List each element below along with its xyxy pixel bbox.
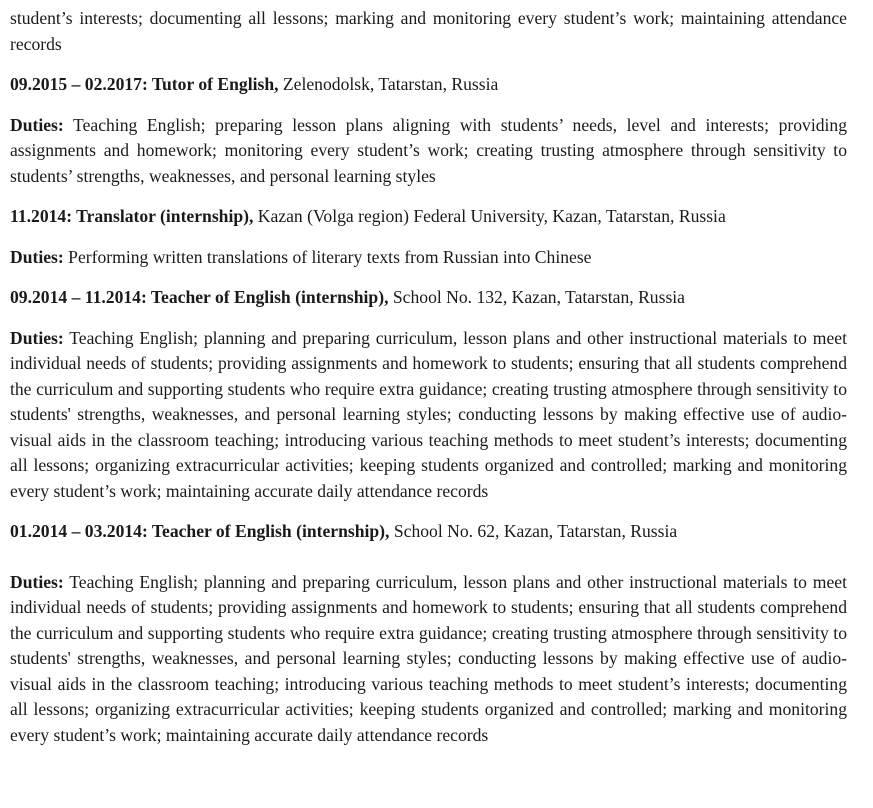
duties-continuation [10,6,847,57]
duties-label: Duties: [10,327,64,348]
duties-text: Teaching English; planning and preparing curriculum, lesson plans and other instructional materials to meet individual needs of students; providing assignments and homework to students; ensuring that all students comprehend the curriculum and supporting students who require extra guidance; creating trusting atmosphere through sensitivity to students' strengths, weaknesses, and personal learning styles; conducting lessons by making effective use of audio-visual aids in the classroom teaching; introducing various teaching methods to meet student’s interests; documenting all lessons; organizing extracurricular activities; keeping students organized and controlled; marking and monitoring every student’s work; maintaining accurate daily attendance records [10,571,847,745]
job-title: 01.2014 – 03.2014: Teacher of English (internship), [10,521,390,541]
duties-label: Duties: [10,246,64,267]
job-heading-tutor [10,72,847,98]
job-heading-school-62 [10,519,847,545]
resume-page [10,6,847,748]
duties-text: Teaching English; planning and preparing curriculum, lesson plans and other instructional materials to meet individual needs of students; providing assignments and homework to students; ensuring that all students comprehend the curriculum and supporting students who require extra guidance; creating trusting atmosphere through sensitivity to students' strengths, weaknesses, and personal learning styles; conducting lessons by making effective use of audio-visual aids in the classroom teaching; introducing various teaching methods to meet student’s interests; documenting all lessons; organizing extracurricular activities; keeping students organized and controlled; marking and monitoring every student’s work; maintaining accurate daily attendance records [10,327,847,501]
duties-translator [10,245,847,271]
duties-school-62 [10,570,847,749]
duties-tutor [10,113,847,190]
duties-school-132 [10,326,847,505]
job-location: School No. 132, Kazan, Tatarstan, Russia [388,287,685,307]
duties-label: Duties: [10,571,64,592]
job-heading-translator [10,204,847,230]
job-title: 09.2015 – 02.2017: Tutor of English, [10,74,279,94]
job-location: Zelenodolsk, Tatarstan, Russia [278,74,499,94]
job-location: School No. 62, Kazan, Tatarstan, Russia [389,521,678,541]
job-title: 11.2014: Translator (internship), [10,206,254,226]
job-title: 09.2014 – 11.2014: Teacher of English (internship), [10,287,389,307]
duties-label: Duties: [10,114,64,135]
job-heading-school-132 [10,285,847,311]
duties-text: Teaching English; preparing lesson plans aligning with students’ needs, level and interests; providing assignments and homework; monitoring every student’s work; creating trusting atmosphere through sensitivity to students’ strengths, weaknesses, and personal learning styles [10,114,847,186]
job-location: Kazan (Volga region) Federal University, Kazan, Tatarstan, Russia [253,206,726,226]
duties-text: Performing written translations of literary texts from Russian into Chinese [63,246,592,267]
entry-text: student’s interests; documenting all lessons; marking and monitoring every student’s work; maintaining attendance records [10,8,847,54]
